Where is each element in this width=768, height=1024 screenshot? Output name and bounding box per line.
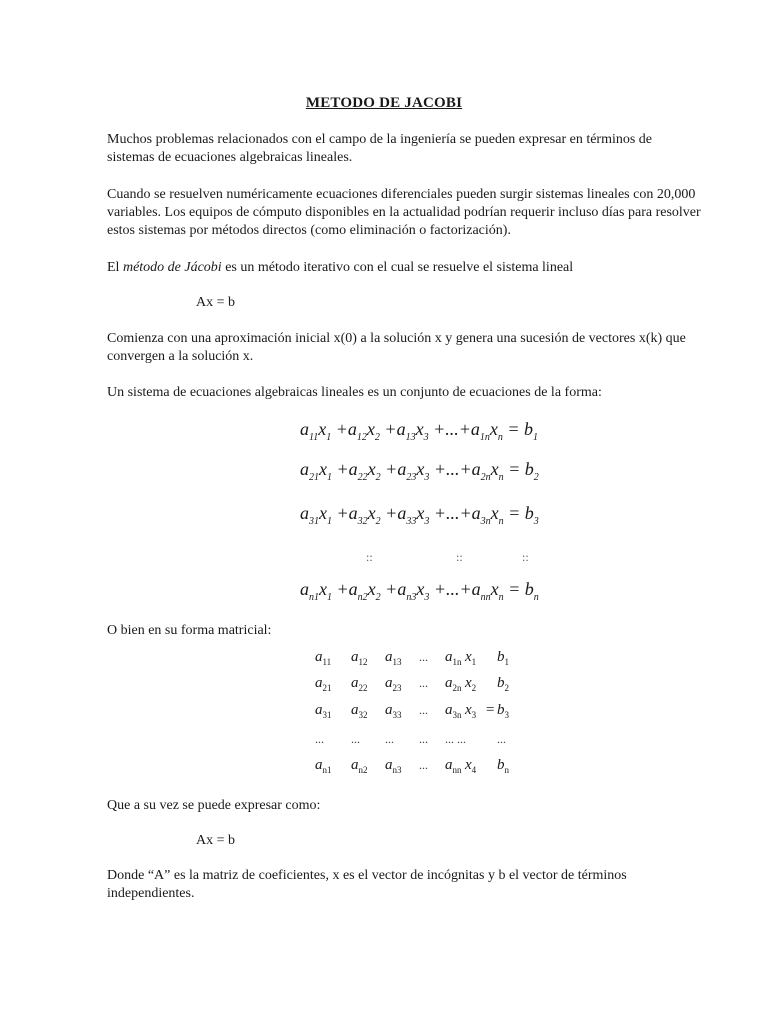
system-row-3: $a_{31}x_1 +a_{32}x_2 +a_{33}x_3 +...+a_{3n}x_n = b_3$ bbox=[300, 503, 539, 527]
system-row-1: $a_{11}x_1 +a_{12}x_2 +a_{13}x_3 +...+a_{1n}x_n = b_1$ bbox=[300, 419, 539, 443]
matrix-cell: $a_{3n}$ bbox=[445, 702, 462, 720]
matrix-cell: $x_1$ bbox=[465, 649, 477, 667]
matrix-cell: ... bbox=[385, 732, 394, 746]
matrix-cell: $a_{n3}$ bbox=[385, 757, 402, 775]
matrix-cell: $a_{11}$ bbox=[315, 649, 332, 667]
vertical-ellipsis-1: :: bbox=[366, 550, 373, 564]
matrix-cell: $a_{1n}$ bbox=[445, 649, 462, 667]
matrix-cell: $a_{12}$ bbox=[351, 649, 368, 667]
method-name: método de Jácobi bbox=[122, 260, 222, 275]
matrix-cell: $a_{n1}$ bbox=[315, 757, 332, 775]
matrix-cell: $a_{33}$ bbox=[385, 702, 402, 720]
equation-ax-b: Ax = b bbox=[196, 295, 236, 310]
matrix-cell: ... bbox=[351, 732, 360, 746]
jacobi-definition-paragraph bbox=[107, 259, 702, 277]
definition-lead: El bbox=[107, 260, 123, 275]
document-title: METODO DE JACOBI bbox=[305, 95, 463, 111]
matrix-cell: $a_{13}$ bbox=[385, 649, 402, 667]
matrix-cell: $b_n$ bbox=[497, 757, 509, 775]
matrix-cell: ... bbox=[419, 676, 428, 690]
numerical-context-paragraph: Cuando se resuelven numéricamente ecuaciones diferenciales pueden surgir sistemas lineales con 20,000 variables. Los equipos de cómputo disponibles en la actualidad podrían requerir incluso días para resolver estos sistemas por métodos directos (como eliminación o factorización). bbox=[107, 187, 701, 238]
matrix-cell: ... bbox=[419, 703, 428, 717]
system-intro-paragraph: Un sistema de ecuaciones algebraicas lineales es un conjunto de ecuaciones de la forma: bbox=[107, 385, 602, 400]
matrix-row bbox=[315, 648, 535, 674]
expression-paragraph: Que a su vez se puede expresar como: bbox=[107, 798, 321, 813]
equation-ax-b-2: Ax = b bbox=[196, 833, 236, 848]
matrix-cell: ... bbox=[315, 732, 324, 746]
matrix-row bbox=[315, 701, 535, 727]
matrix-cell: ... bbox=[419, 650, 428, 664]
matrix-cell: $a_{nn}$ bbox=[445, 757, 462, 775]
matrix-row bbox=[315, 756, 535, 782]
matrix-cell: ... bbox=[419, 758, 428, 772]
matrix-row bbox=[315, 730, 535, 756]
matrix-cell: $a_{2n}$ bbox=[445, 675, 462, 693]
system-row-n: $a_{n1}x_1 +a_{n2}x_2 +a_{n3}x_3 +...+a_{nn}x_n = b_n$ bbox=[300, 579, 539, 603]
matrix-cell: $b_1$ bbox=[497, 649, 509, 667]
matrix-cell: ... ... bbox=[445, 732, 466, 746]
definition-rest: es un método iterativo con el cual se resuelve el sistema lineal bbox=[221, 260, 574, 275]
matrix-cell: $a_{32}$ bbox=[351, 702, 368, 720]
definitions-paragraph: Donde “A” es la matriz de coeficientes, x es el vector de incógnitas y b el vector de términos independientes. bbox=[107, 868, 627, 901]
matrix-cell: ... bbox=[419, 732, 428, 746]
system-row-2: $a_{21}x_1 +a_{22}x_2 +a_{23}x_3 +...+a_{2n}x_n = b_2$ bbox=[300, 459, 539, 483]
matrix-cell: $x_3$ bbox=[465, 702, 477, 720]
matrix-cell: $x_4$ bbox=[465, 757, 477, 775]
matrix-cell: $b_3$ bbox=[497, 702, 509, 720]
matrix-cell: $x_2$ bbox=[465, 675, 477, 693]
matrix-form bbox=[315, 648, 535, 783]
matrix-cell: $a_{22}$ bbox=[351, 675, 368, 693]
matrix-cell: $b_2$ bbox=[497, 675, 509, 693]
matrix-row bbox=[315, 674, 535, 700]
matrix-cell: $a_{23}$ bbox=[385, 675, 402, 693]
intro-paragraph: Muchos problemas relacionados con el campo de la ingeniería se pueden expresar en términos de sistemas de ecuaciones algebraicas lineales. bbox=[107, 132, 653, 165]
vertical-ellipsis-3: :: bbox=[522, 550, 529, 564]
initial-approximation-paragraph: Comienza con una aproximación inicial x(0) a la solución x y genera una sucesión de vectores x(k) que convergen a la solución x. bbox=[107, 331, 686, 364]
matrix-form-paragraph: O bien en su forma matricial: bbox=[107, 623, 272, 638]
matrix-cell: $a_{21}$ bbox=[315, 675, 332, 693]
matrix-cell: = bbox=[485, 702, 496, 718]
matrix-cell: ... bbox=[497, 732, 506, 746]
matrix-cell: $a_{31}$ bbox=[315, 702, 332, 720]
vertical-ellipsis-2: :: bbox=[456, 550, 463, 564]
matrix-cell: $a_{n2}$ bbox=[351, 757, 368, 775]
